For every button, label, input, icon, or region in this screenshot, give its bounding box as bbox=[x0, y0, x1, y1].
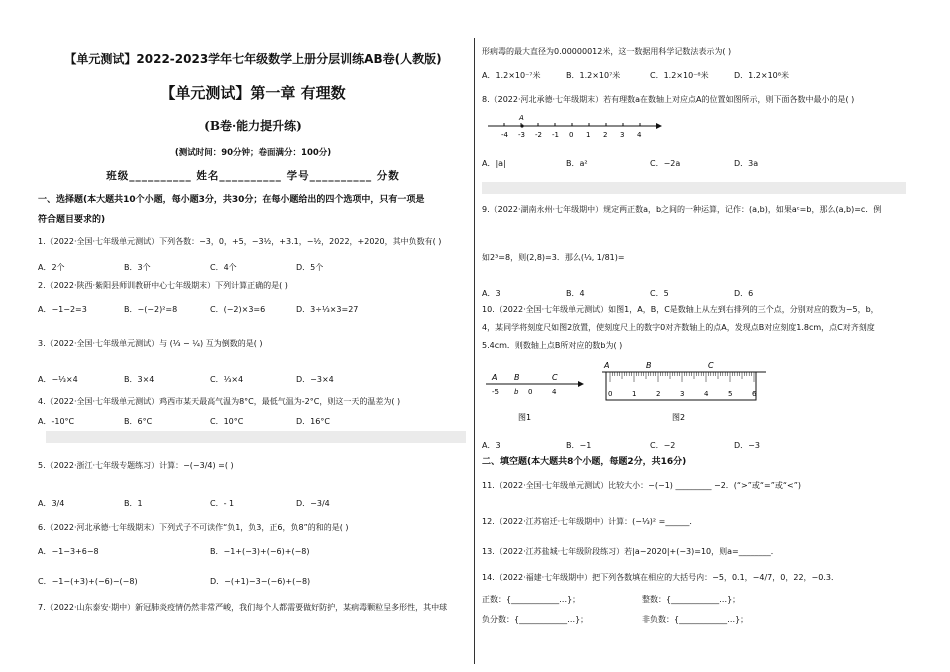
sub-title: (B卷·能力提升练) bbox=[204, 119, 302, 133]
ruler-tick-label: 2 bbox=[656, 390, 661, 398]
right-column bbox=[482, 0, 912, 672]
q10-option-d: D．−3 bbox=[734, 441, 760, 450]
question-4: 4.（2022·全国·七年级单元测试）鸡西市某天最高气温为8°C，最低气温为-2°C，则这一天的温差为( ) bbox=[38, 397, 401, 406]
axis-tick-label: 4 bbox=[637, 131, 642, 139]
question-7: 7.（2022·山东泰安·期中）新冠肺炎疫情仍然非常严峻，我们每个人都需要做好防护，某病毒颗粒呈多形性，其中球 bbox=[38, 603, 448, 612]
fig1-value-c: 4 bbox=[552, 388, 557, 396]
question-11: 11.（2022·全国·七年级单元测试）比较大小：−(−1) _________ −2．(“>”或“=”或“<”) bbox=[482, 481, 802, 490]
gray-answer-band bbox=[46, 431, 466, 443]
fig2-label-C: C bbox=[708, 361, 714, 370]
document-main-title: 【单元测试】2022-2023学年七年级数学上册分层训练AB卷(人教版) bbox=[64, 52, 442, 66]
question-8: 8.（2022·河北承德·七年级期末）若有理数a在数轴上对应点A的位置如图所示，则下面各数中最小的是( ) bbox=[482, 95, 855, 104]
ruler-tick-label: 4 bbox=[704, 390, 709, 398]
q10-option-c: C．−2 bbox=[650, 441, 676, 450]
axis-tick-label: 1 bbox=[586, 131, 591, 139]
fig2-label-B: B bbox=[646, 361, 652, 370]
question-10-line3: 5.4cm．则数轴上点B所对应的数b为( ) bbox=[482, 341, 623, 350]
q5-option-a: A．3/4 bbox=[38, 499, 65, 508]
fig2-caption: 图2 bbox=[672, 413, 686, 422]
q5-option-b: B．1 bbox=[124, 499, 143, 508]
fig1-label-A: A bbox=[492, 373, 498, 382]
question-9-line2: 如2³=8，则(2,8)=3．那么(⅓, 1/81)= bbox=[482, 253, 625, 262]
point-a-marker bbox=[520, 124, 523, 127]
axis-tick-label: 2 bbox=[603, 131, 608, 139]
q14-nonnegative-set: 非负数：{____________…}； bbox=[642, 615, 749, 624]
fig1-value-a: -5 bbox=[492, 388, 499, 396]
ruler-tick-label: 3 bbox=[680, 390, 685, 398]
q7-option-a: A．1.2×10⁻⁷米 bbox=[482, 71, 541, 80]
ruler-tick-label: 1 bbox=[632, 390, 637, 398]
q9-option-a: A．3 bbox=[482, 289, 501, 298]
q5-option-c: C．- 1 bbox=[210, 499, 235, 508]
q8-option-a: A．|a| bbox=[482, 159, 506, 168]
fig1-value-b: b bbox=[514, 388, 519, 396]
q1-option-b: B．3个 bbox=[124, 263, 151, 272]
question-7-continued: 形病毒的最大直径为0.00000012米，这一数据用科学记数法表示为( ) bbox=[482, 47, 732, 56]
column-divider bbox=[474, 38, 475, 664]
fig1-arrow-icon bbox=[578, 381, 584, 387]
ruler-tick-label: 6 bbox=[752, 390, 757, 398]
fig1-caption: 图1 bbox=[518, 413, 532, 422]
question-13: 13.（2022·江苏盐城·七年级阶段练习）若|a−2020|+(−3)=10，则a=________． bbox=[482, 547, 779, 556]
q3-option-c: C．⅓×4 bbox=[210, 375, 244, 384]
question-1: 1.（2022·全国·七年级单元测试）下列各数：−3，0，+5，−3½，+3.1，−½，2022，+2020，其中负数有( ) bbox=[38, 237, 442, 246]
q9-option-b: B．4 bbox=[566, 289, 585, 298]
q1-option-c: C．4个 bbox=[210, 263, 237, 272]
axis-tick-label: -1 bbox=[552, 131, 559, 139]
q2-option-c: C．(−2)×3=6 bbox=[210, 305, 266, 314]
q3-option-b: B．3×4 bbox=[124, 375, 155, 384]
q7-option-d: D．1.2×10⁸米 bbox=[734, 71, 789, 80]
question-2: 2.（2022·陕西·紫阳县师训教研中心七年级期末）下列计算正确的是( ) bbox=[38, 281, 288, 290]
question-10-line2: 4，某同学将刻度尺如图2放置，使刻度尺上的数字0对齐数轴上的点A，发现点B对应刻度1.8cm，点C对齐刻度 bbox=[482, 323, 875, 332]
q6-option-b: B．−1+(−3)+(−6)+(−8) bbox=[210, 547, 310, 556]
q14-integer-set: 整数：{____________…}； bbox=[642, 595, 741, 604]
section2-title: 二、填空题(本大题共8个小题，每题2分，共16分) bbox=[482, 457, 687, 467]
question-14: 14.（2022·福建·七年级期中）把下列各数填在相应的大括号内：−5，0.1，−4/7，0，22，−0.3． bbox=[482, 573, 839, 582]
q2-option-d: D．3÷⅓×3=27 bbox=[296, 305, 359, 314]
q8-option-c: C．−2a bbox=[650, 159, 681, 168]
q6-option-a: A．−1−3+6−8 bbox=[38, 547, 99, 556]
q4-option-b: B．6°C bbox=[124, 417, 153, 426]
q10-option-b: B．−1 bbox=[566, 441, 592, 450]
point-a-label: A bbox=[519, 114, 524, 122]
q9-option-d: D．6 bbox=[734, 289, 754, 298]
ruler-tick-label: 5 bbox=[728, 390, 733, 398]
question-6: 6.（2022·河北承德·七年级期末）下列式子不可读作“负1，负3，正6，负8”的和的是( ) bbox=[38, 523, 349, 532]
axis-tick-label: -2 bbox=[535, 131, 542, 139]
q6-option-c: C．−1−(+3)+(−6)−(−8) bbox=[38, 577, 138, 586]
q8-option-b: B．a² bbox=[566, 159, 588, 168]
q8-number-line bbox=[484, 110, 664, 142]
chapter-title: 【单元测试】第一章 有理数 bbox=[160, 84, 346, 102]
axis-tick-label: 3 bbox=[620, 131, 625, 139]
q10-figures bbox=[482, 356, 772, 424]
axis-arrow-icon bbox=[656, 123, 662, 129]
fig1-label-C: C bbox=[552, 373, 558, 382]
exam-time-line: (测试时间：90分钟；卷面满分：100分) bbox=[174, 148, 332, 158]
section1-title-line1: 一、选择题(本大题共10个小题，每小题3分，共30分；在每小题给出的四个选项中，只有一项是 bbox=[38, 195, 425, 205]
q6-option-d: D．−(+1)−3−(−6)+(−8) bbox=[210, 577, 311, 586]
q2-option-a: A．−1−2=3 bbox=[38, 305, 87, 314]
q4-option-a: A．-10°C bbox=[38, 417, 75, 426]
q9-option-c: C．5 bbox=[650, 289, 669, 298]
q4-option-c: C．10°C bbox=[210, 417, 244, 426]
q10-option-a: A．3 bbox=[482, 441, 501, 450]
q8-option-d: D．3a bbox=[734, 159, 759, 168]
q7-option-b: B．1.2×10⁷米 bbox=[566, 71, 621, 80]
q1-option-a: A．2个 bbox=[38, 263, 65, 272]
q2-option-b: B．−(−2)²=8 bbox=[124, 305, 178, 314]
question-12: 12.（2022·江苏宿迁·七年级期中）计算：(−⅓)² =______． bbox=[482, 517, 698, 526]
q4-option-d: D．16°C bbox=[296, 417, 330, 426]
q7-option-c: C．1.2×10⁻⁸米 bbox=[650, 71, 709, 80]
axis-tick-label: 0 bbox=[569, 131, 574, 139]
axis-tick-label: -3 bbox=[518, 131, 525, 139]
question-5: 5.（2022·浙江·七年级专题练习）计算：−(−3/4) =( ) bbox=[38, 461, 234, 470]
ruler-tick-label: 0 bbox=[608, 390, 613, 398]
fig1-label-B: B bbox=[514, 373, 520, 382]
fig2-label-A: A bbox=[604, 361, 610, 370]
q3-option-d: D．−3×4 bbox=[296, 375, 334, 384]
q5-option-d: D．−3/4 bbox=[296, 499, 330, 508]
axis-tick-label: -4 bbox=[501, 131, 508, 139]
question-3: 3.（2022·全国·七年级单元测试）与 (⅓ − ¼) 互为倒数的是( ) bbox=[38, 339, 263, 348]
student-info-line: 班级__________ 姓名__________ 学号__________ 分数 bbox=[106, 170, 400, 182]
section1-title-line2: 符合题目要求的) bbox=[38, 215, 106, 225]
q14-positive-set: 正数：{____________…}； bbox=[482, 595, 581, 604]
gray-answer-band bbox=[482, 182, 906, 194]
fig1-value-zero: 0 bbox=[528, 388, 533, 396]
q1-option-d: D．5个 bbox=[296, 263, 324, 272]
question-10: 10.（2022·全国·七年级单元测试）如图1，A，B，C是数轴上从左到右排列的三个点，分别对应的数为−5，b， bbox=[482, 305, 879, 314]
left-column bbox=[38, 0, 468, 672]
q14-negative-fraction-set: 负分数：{____________…}； bbox=[482, 615, 589, 624]
question-9: 9.（2022·湖南永州·七年级期中）规定两正数a，b之间的一种运算，记作：(a,b)，如果aᶜ=b，那么(a,b)=c．例 bbox=[482, 205, 882, 214]
q3-option-a: A．−⅓×4 bbox=[38, 375, 78, 384]
